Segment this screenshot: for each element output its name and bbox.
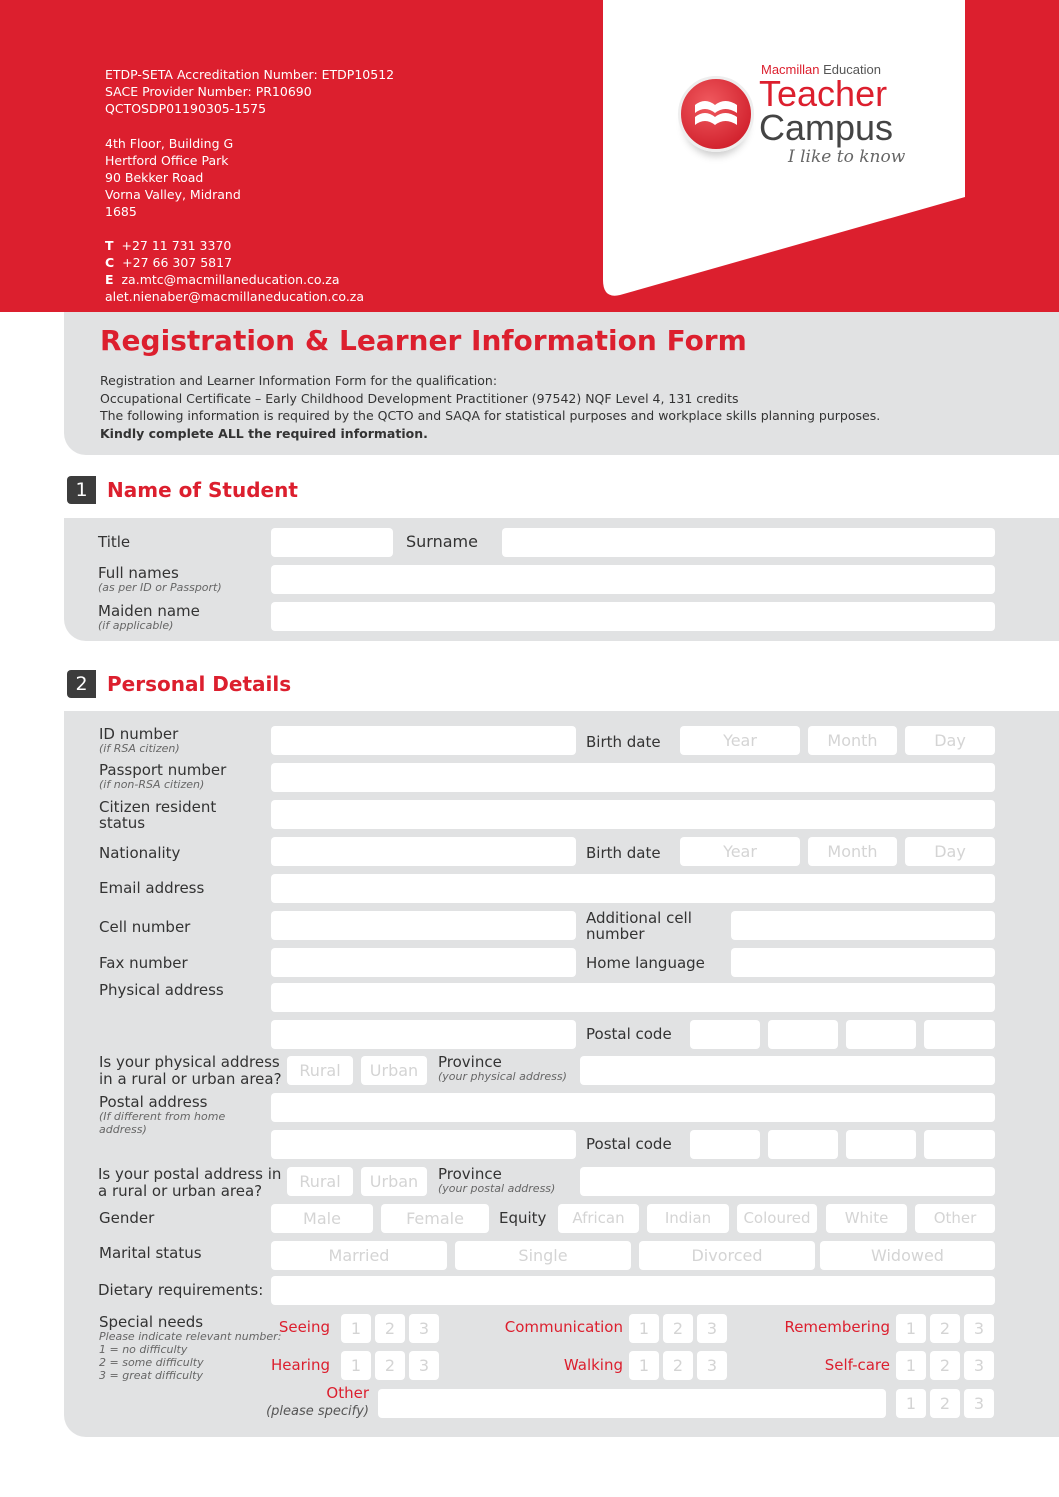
full-names-input[interactable]	[271, 565, 995, 594]
difficulty-rating-2[interactable]: 2	[663, 1351, 693, 1380]
difficulty-rating-3[interactable]: 3	[964, 1351, 994, 1380]
logo-card	[600, 0, 970, 300]
page-title: Registration & Learner Information Form	[100, 324, 747, 357]
difficulty-rating-3[interactable]: 3	[964, 1314, 994, 1343]
rural-option[interactable]: Rural	[287, 1056, 353, 1085]
gender-label: Gender	[99, 1209, 155, 1227]
section-number: 2	[67, 670, 96, 698]
email-input[interactable]	[271, 874, 995, 903]
other-label: Other (please specify)	[266, 1384, 369, 1419]
title-label: Title	[98, 533, 131, 551]
difficulty-rating-3[interactable]: 3	[697, 1351, 727, 1380]
accreditation-info: ETDP-SETA Accreditation Number: ETDP10512 SACE Provider Number: PR10690 QCTOSDP01190305-1575	[105, 67, 395, 116]
contact-info: T +27 11 731 3370 C +27 66 307 5817 E za.mtc@macmillaneducation.co.za alet.nienaber@macmillaneducation.co.za	[105, 238, 365, 304]
physical-address-input[interactable]	[271, 983, 995, 1012]
difficulty-rating-2[interactable]: 2	[663, 1314, 693, 1343]
difficulty-rating-3[interactable]: 3	[964, 1389, 994, 1418]
marital-option[interactable]: Married	[271, 1241, 447, 1270]
email-label: Email address	[99, 879, 205, 897]
hearing-label: Hearing	[270, 1356, 330, 1374]
section-title: Name of Student	[107, 478, 298, 502]
rural-option[interactable]: Rural	[287, 1167, 353, 1196]
additional-cell-input[interactable]	[731, 911, 995, 940]
urban-option[interactable]: Urban	[361, 1167, 427, 1196]
postal-code-digit[interactable]	[768, 1130, 838, 1159]
dietary-input[interactable]	[271, 1276, 995, 1305]
id-label: ID number (if RSA citizen)	[99, 725, 180, 755]
difficulty-rating-3[interactable]: 3	[697, 1314, 727, 1343]
additional-cell-label: Additional cell number	[586, 909, 692, 943]
citizen-label: Citizen resident status	[99, 798, 217, 832]
birth-year-input[interactable]: Year	[680, 837, 800, 866]
urban-option[interactable]: Urban	[361, 1056, 427, 1085]
difficulty-rating-1[interactable]: 1	[896, 1351, 926, 1380]
physical-address-line2-input[interactable]	[271, 1020, 576, 1049]
dietary-label: Dietary requirements:	[98, 1281, 264, 1299]
id-input[interactable]	[271, 726, 576, 755]
birth-day-input[interactable]: Day	[905, 837, 995, 866]
postal-address-label: Postal address (If different from home address)	[99, 1093, 226, 1136]
postal-code-label: Postal code	[586, 1135, 672, 1153]
birth-day-input[interactable]: Day	[905, 726, 995, 755]
citizen-input[interactable]	[271, 800, 995, 829]
postal-code-digit[interactable]	[924, 1020, 995, 1049]
physical-rural-question: Is your physical address in a rural or urban area?	[99, 1053, 282, 1088]
gender-male-option[interactable]: Male	[271, 1204, 373, 1233]
difficulty-rating-1[interactable]: 1	[629, 1314, 659, 1343]
fax-input[interactable]	[271, 948, 576, 977]
equity-option[interactable]: African	[558, 1204, 639, 1233]
intro-text: Registration and Learner Information Form for the qualification: Occupational Certificate – Early Childhood Development Practitioner (97542) NQF Level 4, 131 credits The following information is required by the QCTO and SAQA for statistical purposes and workplace skills planning purposes. Kindly complete ALL the required information.	[100, 373, 881, 441]
section-number: 1	[67, 476, 96, 504]
postal-code-digit[interactable]	[768, 1020, 838, 1049]
postal-address-input[interactable]	[271, 1093, 995, 1122]
difficulty-rating-2[interactable]: 2	[930, 1351, 960, 1380]
equity-option[interactable]: Coloured	[737, 1204, 817, 1233]
marital-option[interactable]: Single	[455, 1241, 631, 1270]
seeing-label: Seeing	[278, 1318, 330, 1336]
macmillan-logo-icon	[678, 76, 754, 152]
difficulty-rating-3[interactable]: 3	[409, 1351, 439, 1380]
province-label: Province (your postal address)	[438, 1165, 556, 1195]
maiden-name-label: Maiden name (if applicable)	[98, 602, 200, 632]
marital-option[interactable]: Widowed	[820, 1241, 995, 1270]
fax-label: Fax number	[99, 954, 188, 972]
self-care-label: Self-care	[824, 1356, 890, 1374]
province-input[interactable]	[580, 1167, 995, 1196]
cell-input[interactable]	[271, 911, 576, 940]
equity-label: Equity	[499, 1209, 547, 1227]
birth-date-label: Birth date	[586, 844, 661, 862]
maiden-name-input[interactable]	[271, 602, 995, 631]
equity-option[interactable]: Indian	[647, 1204, 729, 1233]
birth-date-label: Birth date	[586, 733, 661, 751]
walking-label: Walking	[563, 1356, 623, 1374]
passport-label: Passport number (if non-RSA citizen)	[99, 761, 227, 791]
logo-tagline: I like to know	[788, 147, 906, 167]
postal-code-digit[interactable]	[846, 1130, 916, 1159]
postal-info: 4th Floor, Building G Hertford Office Park 90 Bekker Road Vorna Valley, Midrand 1685	[105, 136, 241, 219]
marital-option[interactable]: Divorced	[639, 1241, 815, 1270]
birth-month-input[interactable]: Month	[808, 726, 897, 755]
difficulty-rating-1[interactable]: 1	[896, 1389, 926, 1418]
nationality-input[interactable]	[271, 837, 576, 866]
postal-code-label: Postal code	[586, 1025, 672, 1043]
postal-rural-question: Is your postal address in a rural or urban area?	[98, 1165, 282, 1200]
difficulty-rating-1[interactable]: 1	[341, 1351, 371, 1380]
postal-code-digit[interactable]	[924, 1130, 995, 1159]
difficulty-rating-2[interactable]: 2	[375, 1314, 405, 1343]
difficulty-rating-2[interactable]: 2	[930, 1314, 960, 1343]
difficulty-rating-1[interactable]: 1	[896, 1314, 926, 1343]
birth-month-input[interactable]: Month	[808, 837, 897, 866]
communication-label: Communication	[504, 1318, 623, 1336]
postal-code-digit[interactable]	[690, 1130, 760, 1159]
difficulty-rating-3[interactable]: 3	[409, 1314, 439, 1343]
logo-campus: Campus	[759, 107, 894, 148]
difficulty-rating-2[interactable]: 2	[930, 1389, 960, 1418]
difficulty-rating-2[interactable]: 2	[375, 1351, 405, 1380]
special-needs-label: Special needs Please indicate relevant number: 1 = no difficulty 2 = some difficulty 3 = great difficulty	[99, 1313, 282, 1382]
postal-code-digit[interactable]	[846, 1020, 916, 1049]
difficulty-rating-1[interactable]: 1	[629, 1351, 659, 1380]
difficulty-rating-1[interactable]: 1	[341, 1314, 371, 1343]
surname-input[interactable]	[502, 528, 995, 557]
physical-address-label: Physical address	[99, 981, 224, 999]
section-title: Personal Details	[107, 672, 292, 696]
other-needs-input[interactable]	[378, 1389, 886, 1418]
equity-option[interactable]: Other	[915, 1204, 995, 1233]
equity-option[interactable]: White	[826, 1204, 907, 1233]
province-input[interactable]	[580, 1056, 995, 1085]
title-input[interactable]	[271, 528, 393, 557]
logo-brand: Macmillan Education	[761, 62, 881, 77]
full-names-label: Full names (as per ID or Passport)	[98, 564, 222, 594]
remembering-label: Remembering	[784, 1318, 890, 1336]
home-language-input[interactable]	[731, 948, 995, 977]
postal-address-line2-input[interactable]	[271, 1130, 576, 1159]
cell-label: Cell number	[99, 918, 191, 936]
postal-code-digit[interactable]	[690, 1020, 760, 1049]
logo-teacher: Teacher	[759, 73, 888, 114]
passport-input[interactable]	[271, 763, 995, 792]
nationality-label: Nationality	[99, 844, 181, 862]
gender-female-option[interactable]: Female	[381, 1204, 489, 1233]
birth-year-input[interactable]: Year	[680, 726, 800, 755]
home-language-label: Home language	[586, 954, 705, 972]
province-label: Province (your physical address)	[438, 1053, 567, 1083]
surname-label: Surname	[406, 532, 478, 551]
marital-label: Marital status	[99, 1244, 202, 1262]
